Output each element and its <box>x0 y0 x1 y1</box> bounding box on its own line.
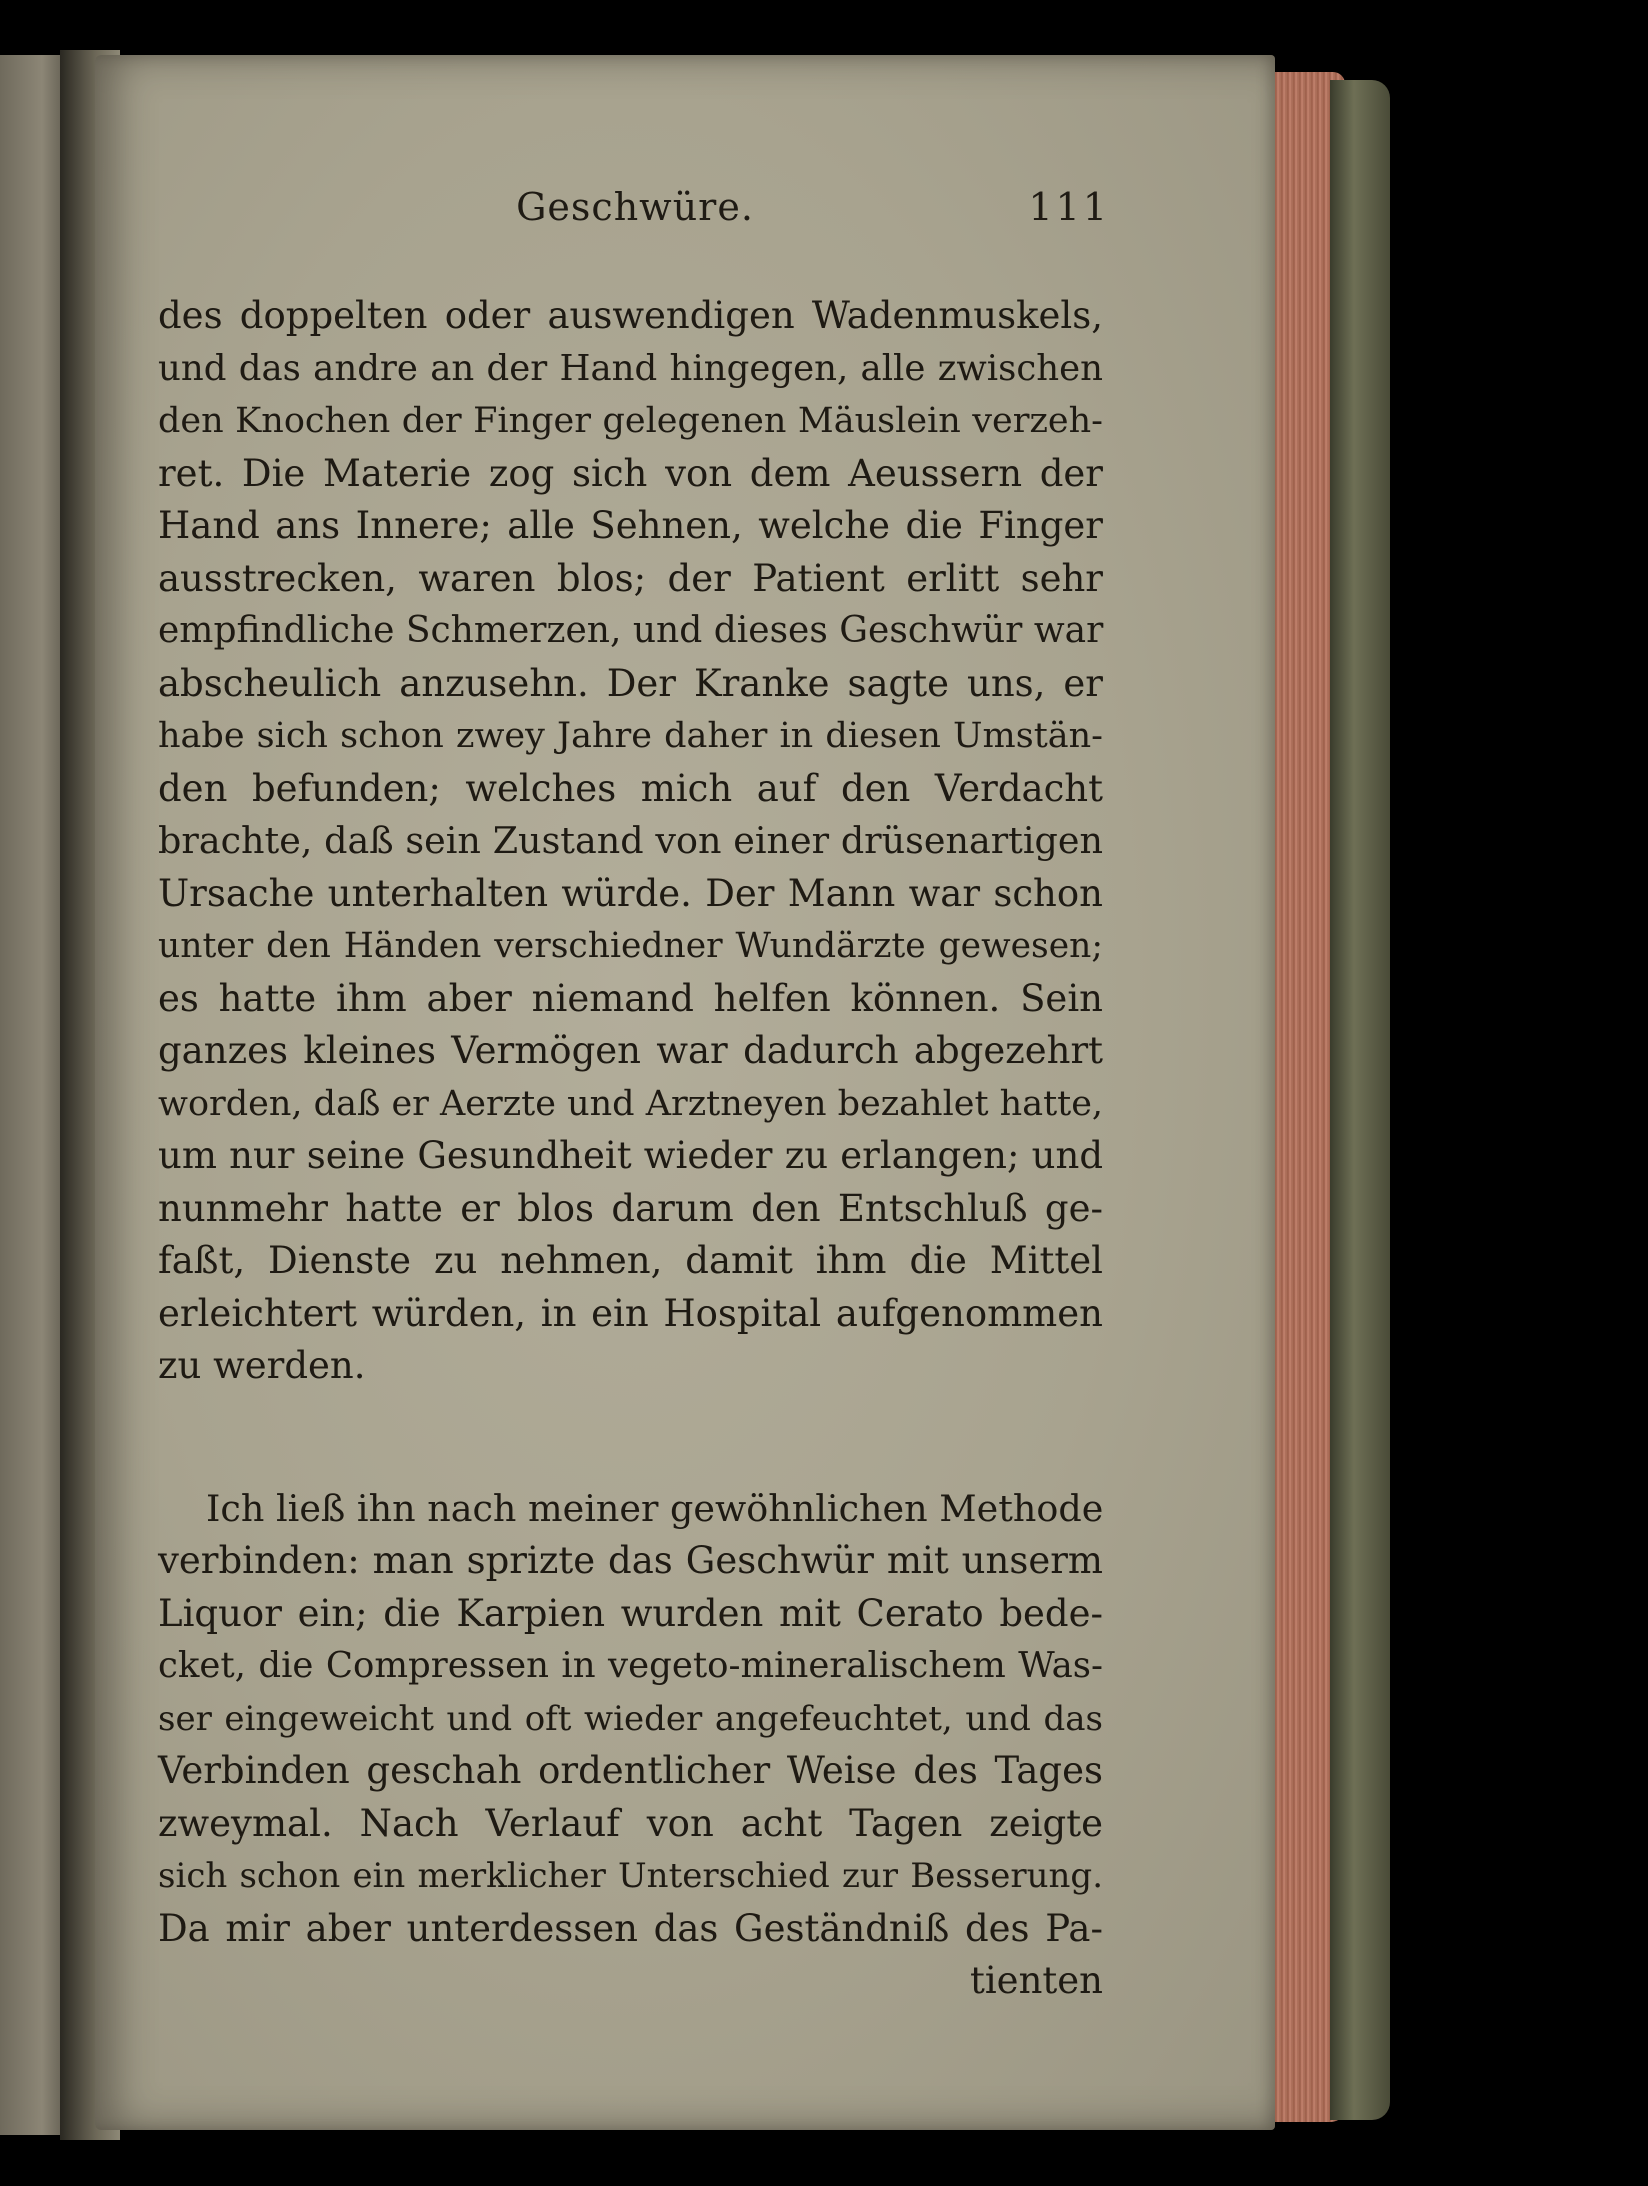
text-line: Hand ans Innere; alle Sehnen, welche die Finger <box>158 504 1103 547</box>
catchword: tienten <box>969 1959 1103 2002</box>
text-line: des doppelten oder auswendigen Wadenmuskels, <box>158 294 1103 337</box>
text-line: cket, die Compressen in vegeto-mineralischem Was- <box>158 1645 1103 1686</box>
body-text <box>158 290 1103 2008</box>
text-line: Da mir aber unterdessen das Geständniß des Pa- <box>158 1906 1103 1950</box>
text-line: erleichtert würden, in ein Hospital aufgenommen <box>158 1291 1103 1335</box>
text-line: ausstrecken, waren blos; der Patient erlitt sehr <box>158 556 1103 600</box>
text-line: Ich ließ ihn nach meiner gewöhnlichen Methode <box>206 1486 1104 1530</box>
text-line: Liquor ein; die Karpien wurden mit Cerato bede- <box>158 1591 1103 1635</box>
running-head <box>170 185 1110 245</box>
text-line: unter den Händen verschiedner Wundärzte gewesen; <box>158 926 1103 966</box>
running-head-title: Geschwüre. <box>516 185 754 229</box>
paragraph-1 <box>158 290 1103 1393</box>
text-line: faßt, Dienste zu nehmen, damit ihm die Mittel <box>158 1239 1103 1282</box>
text-line: zweymal. Nach Verlauf von acht Tagen zeigte <box>158 1801 1103 1845</box>
text-line: empfindliche Schmerzen, und dieses Geschwür war <box>158 610 1104 651</box>
paragraph-gap <box>158 1393 1103 1483</box>
text-line: den befunden; welches mich auf den Verdacht <box>158 766 1103 810</box>
text-line: sich schon ein merklicher Unterschied zur Besserung. <box>158 1856 1103 1896</box>
text-line: und das andre an der Hand hingegen, alle zwischen <box>158 347 1103 389</box>
text-line: verbinden: man sprizte das Geschwür mit unserm <box>158 1539 1103 1582</box>
page-number: 111 <box>1028 185 1110 229</box>
text-line: ganzes kleines Vermögen war dadurch abgezehrt <box>158 1029 1103 1072</box>
text-line: brachte, daß sein Zustand von einer drüsenartigen <box>158 819 1103 862</box>
text-line: den Knochen der Finger gelegenen Mäuslein verzeh- <box>158 401 1103 441</box>
text-line: nunmehr hatte er blos darum den Entschluß ge- <box>158 1186 1103 1230</box>
paragraph-2 <box>158 1483 1103 1956</box>
text-line: Verbinden geschah ordentlicher Weise des Tages <box>158 1749 1103 1792</box>
text-line: um nur seine Gesundheit wieder zu erlangen; und <box>158 1134 1103 1177</box>
text-line: abscheulich anzusehn. Der Kranke sagte uns, er <box>158 661 1103 705</box>
book-cover <box>1330 80 1390 2120</box>
text-line: habe sich schon zwey Jahre daher in diesen Umstän- <box>158 716 1103 756</box>
text-line: zu werden. <box>158 1344 366 1387</box>
text-line: ser eingeweicht und oft wieder angefeuchtet, und das <box>158 1698 1103 1739</box>
text-line: worden, daß er Aerzte und Arztneyen bezahlet hatte, <box>158 1083 1104 1124</box>
text-line: es hatte ihm aber niemand helfen können. Sein <box>158 976 1103 1020</box>
text-line: ret. Die Materie zog sich von dem Aeussern der <box>158 451 1103 495</box>
text-line: Ursache unterhalten würde. Der Mann war schon <box>158 871 1103 915</box>
